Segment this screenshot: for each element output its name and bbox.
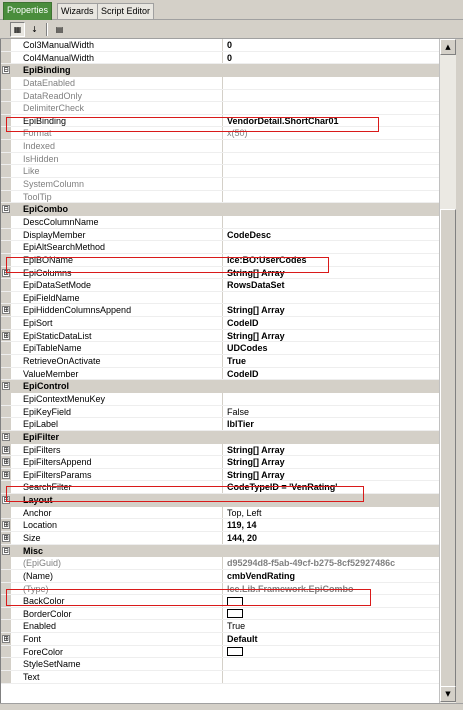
row-gutter	[1, 646, 11, 658]
property-row[interactable]	[1, 507, 439, 520]
column-divider[interactable]	[222, 77, 223, 89]
property-value[interactable]: CodeID	[227, 318, 259, 329]
column-divider[interactable]	[222, 608, 223, 620]
property-row[interactable]	[1, 519, 439, 532]
tab-properties[interactable]: Properties	[3, 2, 52, 20]
row-gutter	[1, 39, 11, 51]
row-gutter	[1, 127, 11, 139]
property-name: StyleSetName	[23, 659, 81, 670]
property-row[interactable]	[1, 115, 439, 128]
column-divider[interactable]	[222, 127, 223, 139]
column-divider[interactable]	[222, 646, 223, 658]
row-gutter	[1, 570, 11, 582]
property-row[interactable]	[1, 342, 439, 355]
property-name: EpiTableName	[23, 343, 82, 354]
property-value[interactable]	[227, 646, 439, 658]
row-gutter	[1, 216, 11, 228]
column-divider[interactable]	[222, 570, 223, 582]
row-gutter	[1, 52, 11, 64]
property-value[interactable]: x(50)	[227, 128, 248, 139]
property-name: EpiFilters	[23, 444, 61, 455]
row-gutter	[1, 620, 11, 632]
category-label: EpiControl	[23, 381, 69, 392]
property-row[interactable]	[1, 153, 439, 166]
property-value[interactable]	[227, 153, 439, 165]
property-name: SearchFilter	[23, 482, 72, 493]
property-value[interactable]	[227, 90, 439, 102]
expand-icon[interactable]: ⊞	[3, 469, 9, 479]
property-value[interactable]: 0	[227, 40, 233, 50]
column-divider[interactable]	[222, 216, 223, 228]
property-row[interactable]	[1, 52, 439, 65]
toolbar-separator	[46, 23, 48, 36]
property-value[interactable]: String[] Array	[227, 444, 285, 455]
property-name: ToolTip	[23, 191, 52, 202]
column-divider[interactable]	[222, 393, 223, 405]
tab-bar	[0, 0, 463, 20]
row-gutter	[1, 140, 11, 152]
expand-icon[interactable]: ⊞	[3, 634, 9, 644]
row-gutter	[1, 178, 11, 190]
row-gutter	[1, 583, 11, 595]
row-gutter	[1, 608, 11, 620]
column-divider[interactable]	[222, 532, 223, 544]
row-gutter	[1, 658, 11, 670]
property-value[interactable]: False	[227, 406, 250, 417]
property-name: EpiLabel	[23, 419, 59, 430]
property-row[interactable]	[1, 77, 439, 90]
property-name: BorderColor	[23, 608, 72, 619]
property-name: EpiDataSetMode	[23, 280, 92, 291]
row-gutter	[1, 165, 11, 177]
property-value[interactable]: 0	[227, 52, 233, 63]
category-label: Layout	[23, 495, 53, 506]
row-gutter	[1, 102, 11, 114]
property-row[interactable]	[1, 165, 439, 178]
expand-icon[interactable]: ⊞	[3, 330, 9, 340]
property-value[interactable]	[227, 140, 439, 152]
column-divider[interactable]	[222, 368, 223, 380]
collapse-icon[interactable]: ⊟	[3, 545, 9, 555]
property-value[interactable]: CodeTypeID = 'VenRating'	[227, 482, 338, 493]
row-gutter	[1, 229, 11, 241]
row-gutter	[1, 317, 11, 329]
property-value[interactable]	[227, 241, 439, 253]
property-row[interactable]	[1, 216, 439, 229]
tab-wizards[interactable]: Wizards	[57, 3, 98, 19]
property-row[interactable]	[1, 469, 439, 482]
expand-icon[interactable]: ⊞	[3, 444, 9, 454]
property-value[interactable]: String[] Array	[227, 457, 285, 468]
category-row[interactable]	[1, 431, 439, 444]
property-row[interactable]	[1, 254, 439, 267]
property-row[interactable]	[1, 127, 439, 140]
property-row[interactable]	[1, 583, 439, 596]
property-value[interactable]: String[] Array	[227, 305, 285, 316]
column-divider[interactable]	[222, 115, 223, 127]
collapse-icon[interactable]: ⊟	[3, 381, 9, 391]
property-name: DataEnabled	[23, 77, 76, 88]
property-row[interactable]	[1, 102, 439, 115]
row-gutter	[1, 393, 11, 405]
status-strip	[0, 703, 463, 710]
column-divider[interactable]	[222, 304, 223, 316]
property-row[interactable]	[1, 140, 439, 153]
column-divider[interactable]	[222, 469, 223, 481]
column-divider[interactable]	[222, 444, 223, 456]
property-row[interactable]	[1, 393, 439, 406]
property-row[interactable]	[1, 444, 439, 457]
collapse-icon[interactable]: ⊟	[3, 204, 9, 214]
property-name: DelimiterCheck	[23, 103, 85, 114]
column-divider[interactable]	[222, 153, 223, 165]
scroll-down-icon[interactable]: ▼	[440, 686, 456, 702]
property-row[interactable]	[1, 368, 439, 381]
property-value[interactable]: lblTier	[227, 419, 254, 430]
category-label: EpiFilter	[23, 431, 60, 442]
column-divider[interactable]	[222, 620, 223, 632]
collapse-icon[interactable]: ⊟	[3, 495, 9, 505]
row-gutter	[1, 279, 11, 291]
property-row[interactable]	[1, 671, 439, 684]
property-value[interactable]: 119, 14	[227, 520, 257, 531]
scroll-up-icon[interactable]: ▲	[440, 39, 456, 55]
property-name: RetrieveOnActivate	[23, 356, 101, 367]
category-label: EpiCombo	[23, 204, 68, 215]
category-row[interactable]	[1, 380, 439, 393]
property-row[interactable]	[1, 330, 439, 343]
property-row[interactable]	[1, 532, 439, 545]
column-divider[interactable]	[222, 456, 223, 468]
property-value[interactable]	[227, 102, 439, 114]
property-name: ValueMember	[23, 368, 79, 379]
property-row[interactable]	[1, 178, 439, 191]
column-divider[interactable]	[222, 254, 223, 266]
category-row[interactable]	[1, 203, 439, 216]
row-gutter	[1, 292, 11, 304]
row-gutter	[1, 254, 11, 266]
property-value[interactable]: Default	[227, 634, 258, 645]
property-name: BackColor	[23, 596, 65, 607]
column-divider[interactable]	[222, 140, 223, 152]
property-row[interactable]	[1, 570, 439, 583]
property-value[interactable]: Ice.Lib.Framework.EpiCombo	[227, 583, 354, 594]
row-gutter	[1, 557, 11, 569]
property-value[interactable]	[227, 671, 439, 683]
column-divider[interactable]	[222, 481, 223, 493]
property-name: EpiKeyField	[23, 406, 72, 417]
row-gutter	[1, 90, 11, 102]
column-divider[interactable]	[222, 39, 223, 51]
column-divider[interactable]	[222, 671, 223, 683]
column-divider[interactable]	[222, 557, 223, 569]
property-value[interactable]	[227, 595, 439, 607]
property-name: (EpiGuid)	[23, 558, 62, 569]
column-divider[interactable]	[222, 342, 223, 354]
property-name: Col4ManualWidth	[23, 52, 95, 63]
expand-icon[interactable]: ⊞	[3, 457, 9, 467]
property-row[interactable]	[1, 317, 439, 330]
property-row[interactable]	[1, 646, 439, 659]
expand-icon[interactable]: ⊞	[3, 520, 9, 530]
row-gutter	[1, 115, 11, 127]
property-name: Location	[23, 520, 58, 531]
property-name: DescColumnName	[23, 216, 99, 227]
property-value[interactable]: True	[227, 621, 246, 632]
property-value[interactable]: d95294d8-f5ab-49cf-b275-8cf52927486c	[227, 558, 396, 569]
property-value[interactable]: UDCodes	[227, 343, 268, 354]
row-gutter	[1, 355, 11, 367]
column-divider[interactable]	[222, 507, 223, 519]
property-row[interactable]	[1, 620, 439, 633]
property-name: EpiHiddenColumnsAppend	[23, 305, 132, 316]
row-gutter	[1, 507, 11, 519]
row-gutter	[1, 418, 11, 430]
property-name: EpiContextMenuKey	[23, 393, 106, 404]
property-value[interactable]	[227, 77, 439, 89]
property-toolbar	[0, 20, 463, 39]
column-divider[interactable]	[222, 633, 223, 645]
vertical-scrollbar[interactable]	[439, 39, 456, 703]
property-name: SystemColumn	[23, 179, 85, 190]
property-name: (Type)	[23, 583, 49, 594]
property-name: IsHidden	[23, 153, 59, 164]
column-divider[interactable]	[222, 279, 223, 291]
column-divider[interactable]	[222, 102, 223, 114]
column-divider[interactable]	[222, 330, 223, 342]
property-name: Font	[23, 634, 42, 645]
property-value[interactable]	[227, 216, 439, 228]
property-name: EpiFieldName	[23, 292, 80, 303]
collapse-icon[interactable]: ⊟	[3, 431, 9, 441]
column-divider[interactable]	[222, 267, 223, 279]
property-value[interactable]: String[] Array	[227, 469, 285, 480]
property-value[interactable]: True	[227, 356, 247, 367]
property-row[interactable]	[1, 39, 439, 52]
row-gutter	[1, 595, 11, 607]
collapse-icon[interactable]: ⊟	[3, 65, 9, 75]
property-row[interactable]	[1, 90, 439, 103]
property-name: Like	[23, 166, 40, 177]
property-row[interactable]	[1, 229, 439, 242]
row-gutter	[1, 342, 11, 354]
color-swatch	[227, 597, 243, 606]
property-value[interactable]: Top, Left	[227, 507, 262, 518]
column-divider[interactable]	[222, 90, 223, 102]
column-divider[interactable]	[222, 406, 223, 418]
property-value[interactable]: RowsDataSet	[227, 280, 285, 291]
property-name: Indexed	[23, 141, 56, 152]
property-row[interactable]	[1, 557, 439, 570]
property-row[interactable]	[1, 355, 439, 368]
scroll-thumb[interactable]	[440, 209, 456, 687]
property-name: EpiFiltersParams	[23, 469, 92, 480]
expand-icon[interactable]: ⊞	[3, 305, 9, 315]
category-row[interactable]	[1, 494, 439, 507]
column-divider[interactable]	[222, 418, 223, 430]
category-label: EpiBinding	[23, 65, 71, 76]
column-divider[interactable]	[222, 241, 223, 253]
property-value[interactable]: CodeDesc	[227, 229, 272, 240]
property-value[interactable]: cmbVendRating	[227, 570, 296, 581]
property-value[interactable]	[227, 292, 439, 304]
property-row[interactable]	[1, 406, 439, 419]
property-row[interactable]	[1, 595, 439, 608]
property-row[interactable]	[1, 658, 439, 671]
property-name: EpiBOName	[23, 254, 74, 265]
property-name: ForeColor	[23, 646, 64, 657]
column-divider[interactable]	[222, 658, 223, 670]
property-name: EpiColumns	[23, 267, 72, 278]
property-value[interactable]: String[] Array	[227, 330, 285, 341]
column-divider[interactable]	[222, 317, 223, 329]
row-gutter	[1, 191, 11, 203]
column-divider[interactable]	[222, 292, 223, 304]
property-value[interactable]: 144, 20	[227, 532, 258, 543]
color-swatch	[227, 609, 243, 618]
expand-icon[interactable]: ⊞	[3, 267, 9, 277]
row-gutter	[1, 368, 11, 380]
property-name: Size	[23, 532, 41, 543]
property-row[interactable]	[1, 456, 439, 469]
property-row[interactable]	[1, 191, 439, 204]
categorized-icon[interactable]: ▦	[10, 22, 25, 37]
row-gutter	[1, 153, 11, 165]
property-row[interactable]	[1, 292, 439, 305]
property-name: EpiAltSearchMethod	[23, 242, 106, 253]
row-gutter	[1, 241, 11, 253]
column-divider[interactable]	[222, 519, 223, 531]
property-grid	[0, 39, 439, 703]
property-value[interactable]: Ice:BO:UserCodes	[227, 254, 307, 265]
property-pages-icon[interactable]: ▤	[55, 25, 64, 34]
property-value[interactable]	[227, 191, 439, 203]
alphabetical-sort-icon[interactable]: ↓	[31, 25, 38, 34]
property-name: Text	[23, 672, 40, 683]
column-divider[interactable]	[222, 355, 223, 367]
column-divider[interactable]	[222, 178, 223, 190]
property-value[interactable]	[227, 658, 439, 670]
property-row[interactable]	[1, 608, 439, 621]
category-row[interactable]	[1, 545, 439, 558]
row-gutter	[1, 481, 11, 493]
property-value[interactable]: VendorDetail.ShortChar01	[227, 115, 339, 126]
category-label: Misc	[23, 545, 44, 556]
property-name: DisplayMember	[23, 229, 86, 240]
row-gutter	[1, 671, 11, 683]
property-name: EpiBinding	[23, 115, 67, 126]
property-name: EpiStaticDataList	[23, 330, 92, 341]
column-divider[interactable]	[222, 229, 223, 241]
property-value[interactable]: String[] Array	[227, 267, 285, 278]
column-divider[interactable]	[222, 583, 223, 595]
column-divider[interactable]	[222, 165, 223, 177]
property-row[interactable]	[1, 304, 439, 317]
property-name: EpiSort	[23, 318, 53, 329]
property-name: (Name)	[23, 570, 54, 581]
color-swatch	[227, 647, 243, 656]
property-row[interactable]	[1, 481, 439, 494]
property-name: EpiFiltersAppend	[23, 457, 92, 468]
category-row[interactable]	[1, 64, 439, 77]
property-value[interactable]	[227, 165, 439, 177]
property-value[interactable]	[227, 393, 439, 405]
expand-icon[interactable]: ⊞	[3, 532, 9, 542]
property-name: Format	[23, 128, 52, 139]
property-row[interactable]	[1, 633, 439, 646]
column-divider[interactable]	[222, 595, 223, 607]
property-name: Col3ManualWidth	[23, 40, 95, 50]
property-value[interactable]	[227, 178, 439, 190]
column-divider[interactable]	[222, 191, 223, 203]
property-value[interactable]	[227, 608, 439, 620]
column-divider[interactable]	[222, 52, 223, 64]
property-row[interactable]	[1, 279, 439, 292]
tab-script-editor[interactable]: Script Editor	[97, 3, 154, 19]
property-value[interactable]: CodeID	[227, 368, 259, 379]
property-name: DataReadOnly	[23, 90, 83, 101]
property-name: Anchor	[23, 507, 52, 518]
property-row[interactable]	[1, 418, 439, 431]
row-gutter	[1, 77, 11, 89]
property-row[interactable]	[1, 267, 439, 280]
property-name: Enabled	[23, 621, 57, 632]
property-row[interactable]	[1, 241, 439, 254]
row-gutter	[1, 406, 11, 418]
